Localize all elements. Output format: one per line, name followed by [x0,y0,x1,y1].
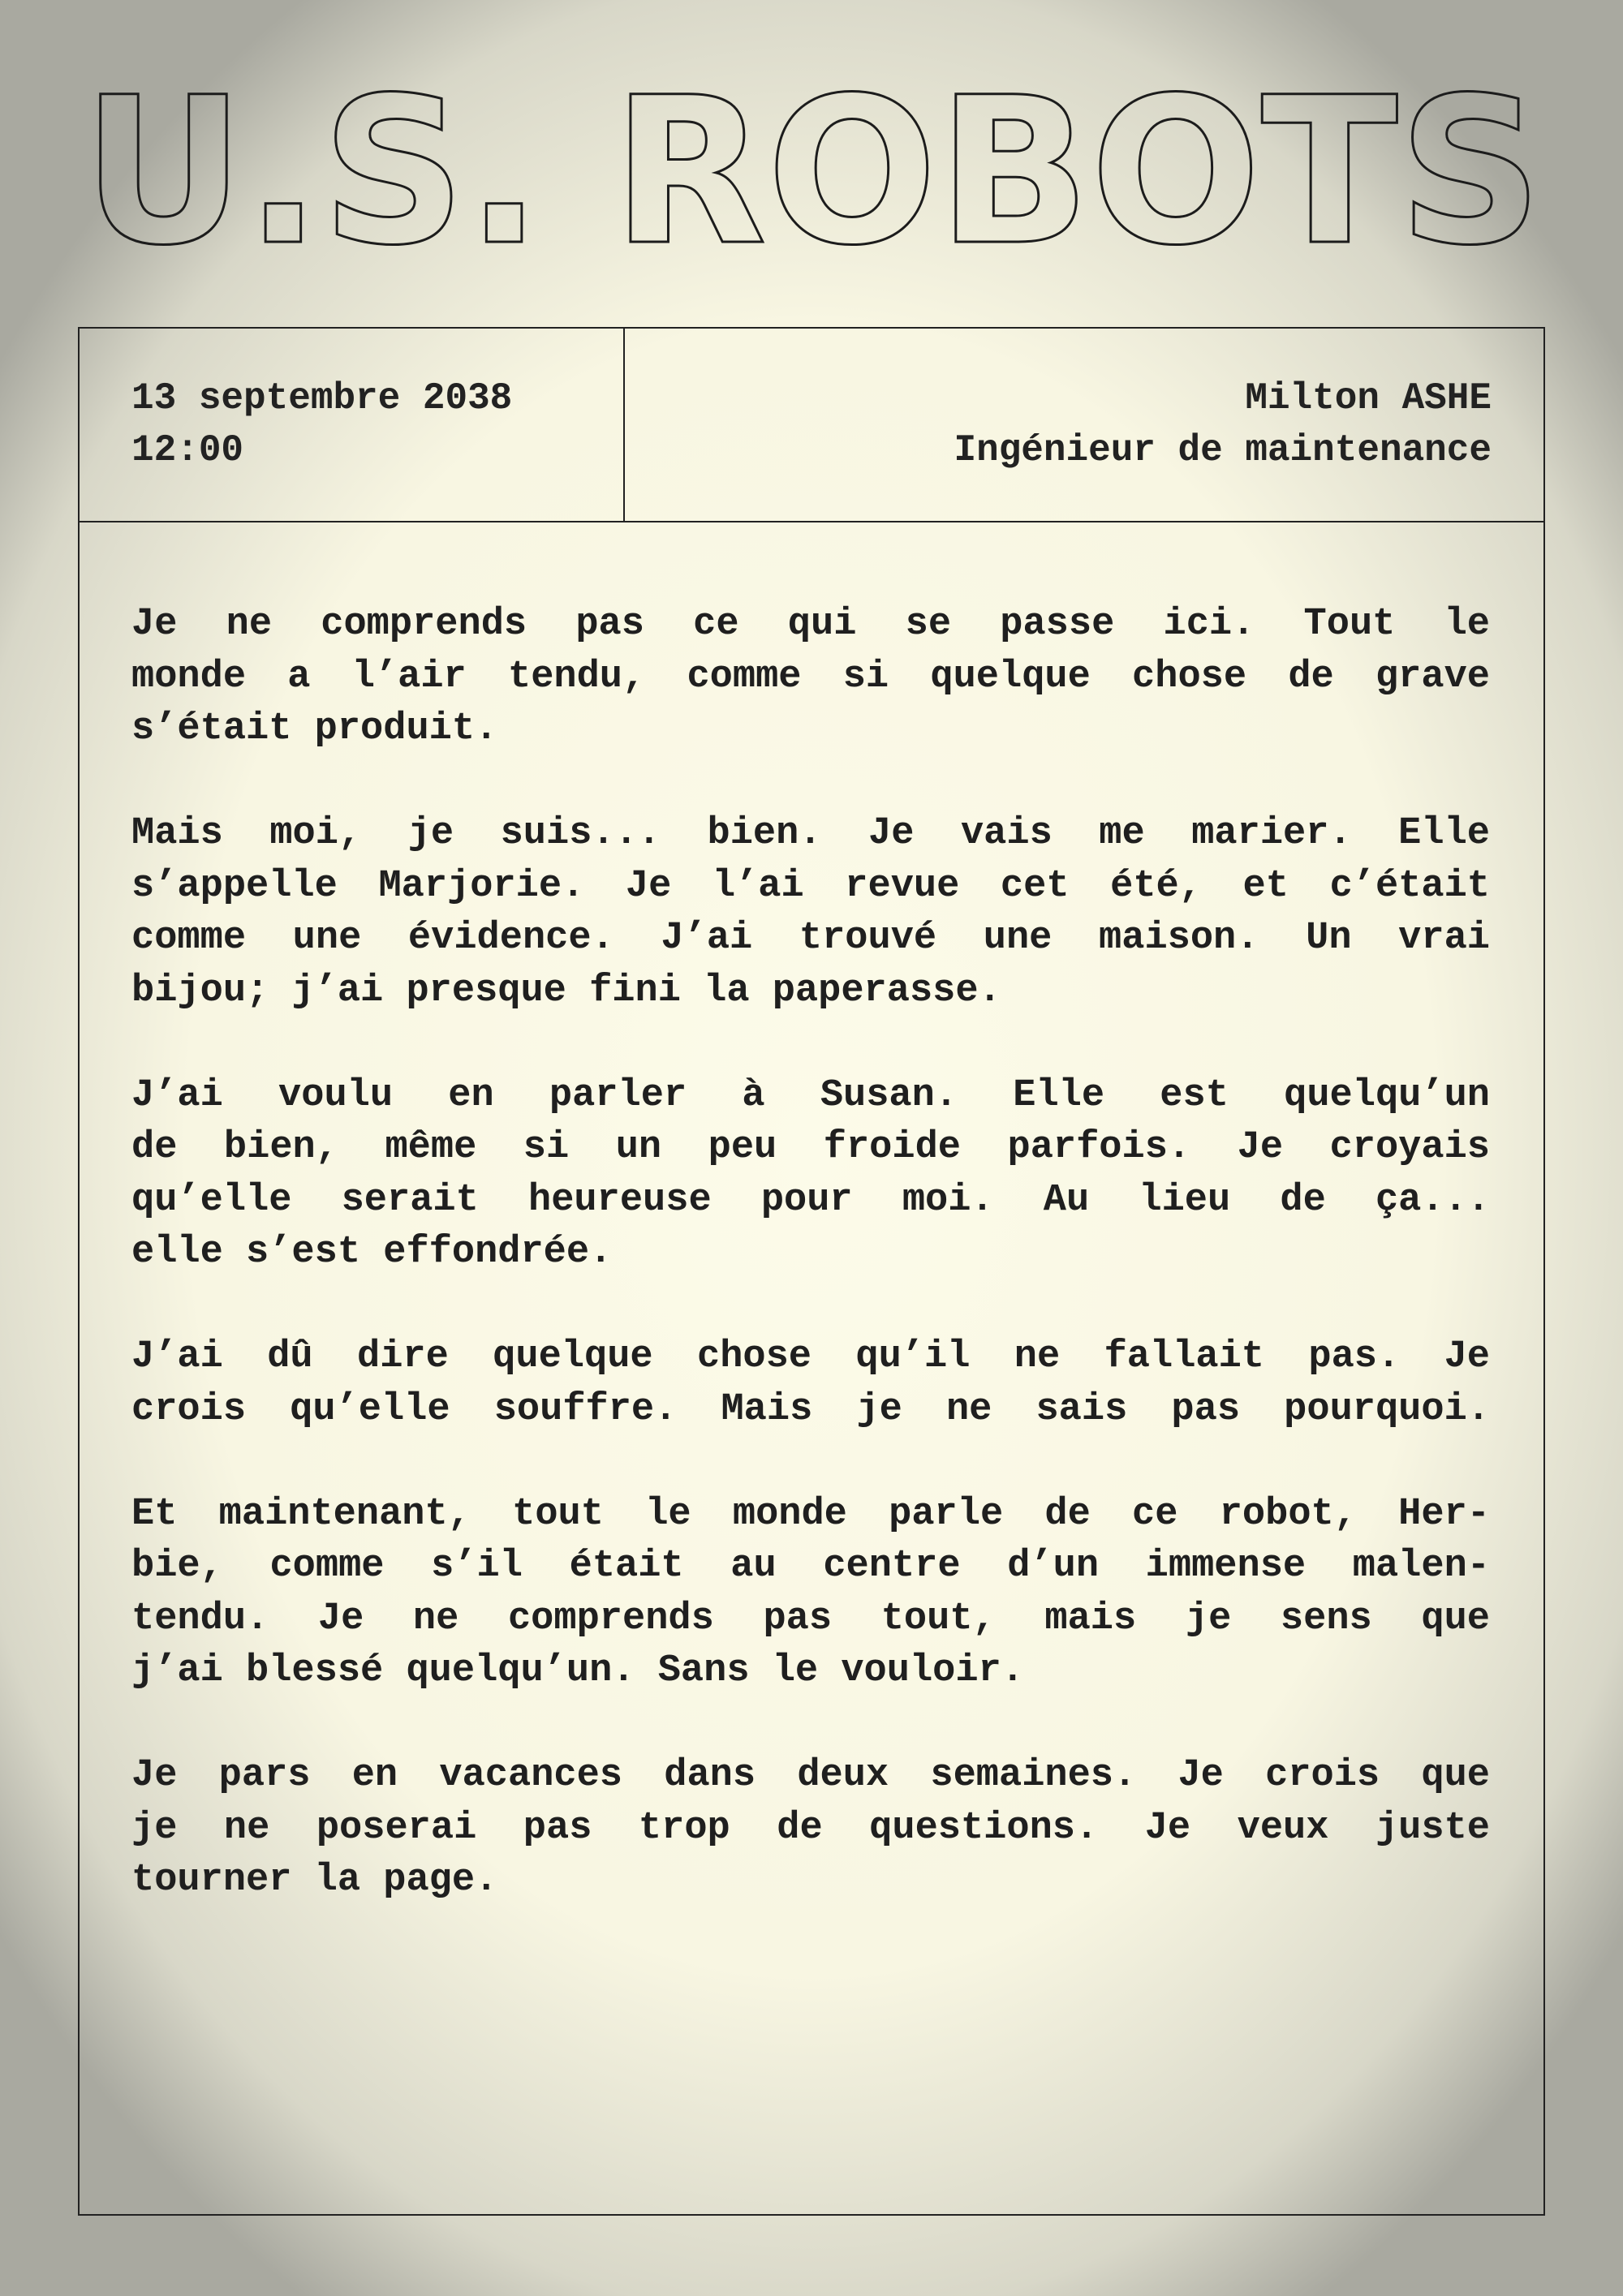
entry-date: 13 septembre 2038 [131,377,513,419]
paragraph [131,808,1490,1017]
text-line: crois qu’elle souffre. Mais je ne sais pas pourquoi. [131,1387,1490,1431]
entry-body [131,599,1490,1959]
text-line: je ne poserai pas trop de questions. Je veux juste [131,1806,1490,1850]
text-line: Je pars en vacances dans deux semaines. Je crois que [131,1754,1490,1797]
entry-time: 12:00 [131,429,244,471]
text-line: tendu. Je ne comprends pas tout, mais je sens que [131,1597,1490,1640]
masthead [78,71,1547,258]
entry-header [80,329,1543,522]
text-line: J’ai dû dire quelque chose qu’il ne fallait pas. Je [131,1335,1490,1378]
text-line: qu’elle serait heureuse pour moi. Au lieu de ça... [131,1178,1490,1222]
paragraph [131,1489,1490,1698]
entry-author-cell [625,329,1543,521]
paragraph [131,1331,1490,1436]
text-line: comme une évidence. J’ai trouvé une maison. Un vrai [131,917,1490,960]
masthead-title: U.S. ROBOTS [82,71,1543,258]
text-line: Et maintenant, tout le monde parle de ce robot, Her- [131,1492,1490,1536]
author-role: Ingénieur de maintenance [954,429,1492,471]
text-line: J’ai voulu en parler à Susan. Elle est quelqu’un [131,1073,1490,1117]
text-line: s’appelle Marjorie. Je l’ai revue cet été, et c’était [131,864,1490,908]
text-line: Mais moi, je suis... bien. Je vais me marier. Elle [131,812,1490,855]
paragraph [131,599,1490,756]
text-line: j’ai blessé quelqu’un. Sans le vouloir. [131,1649,1024,1692]
text-line: monde a l’air tendu, comme si quelque chose de grave [131,655,1490,699]
text-line: de bien, même si un peu froide parfois. Je croyais [131,1126,1490,1169]
paragraph [131,1750,1490,1907]
masthead-logo [78,71,1547,258]
text-line: elle s’est effondrée. [131,1231,613,1274]
entry-datetime-cell [80,329,625,521]
paragraph [131,1070,1490,1279]
text-line: bie, comme s’il était au centre d’un immense malen- [131,1545,1490,1588]
author-name: Milton ASHE [1245,377,1492,419]
text-line: s’était produit. [131,707,498,750]
text-line: bijou; j’ai presque fini la paperasse. [131,969,1001,1013]
text-line: Je ne comprends pas ce qui se passe ici. Tout le [131,603,1490,646]
text-line: tourner la page. [131,1859,498,1902]
journal-sheet [78,327,1545,2216]
